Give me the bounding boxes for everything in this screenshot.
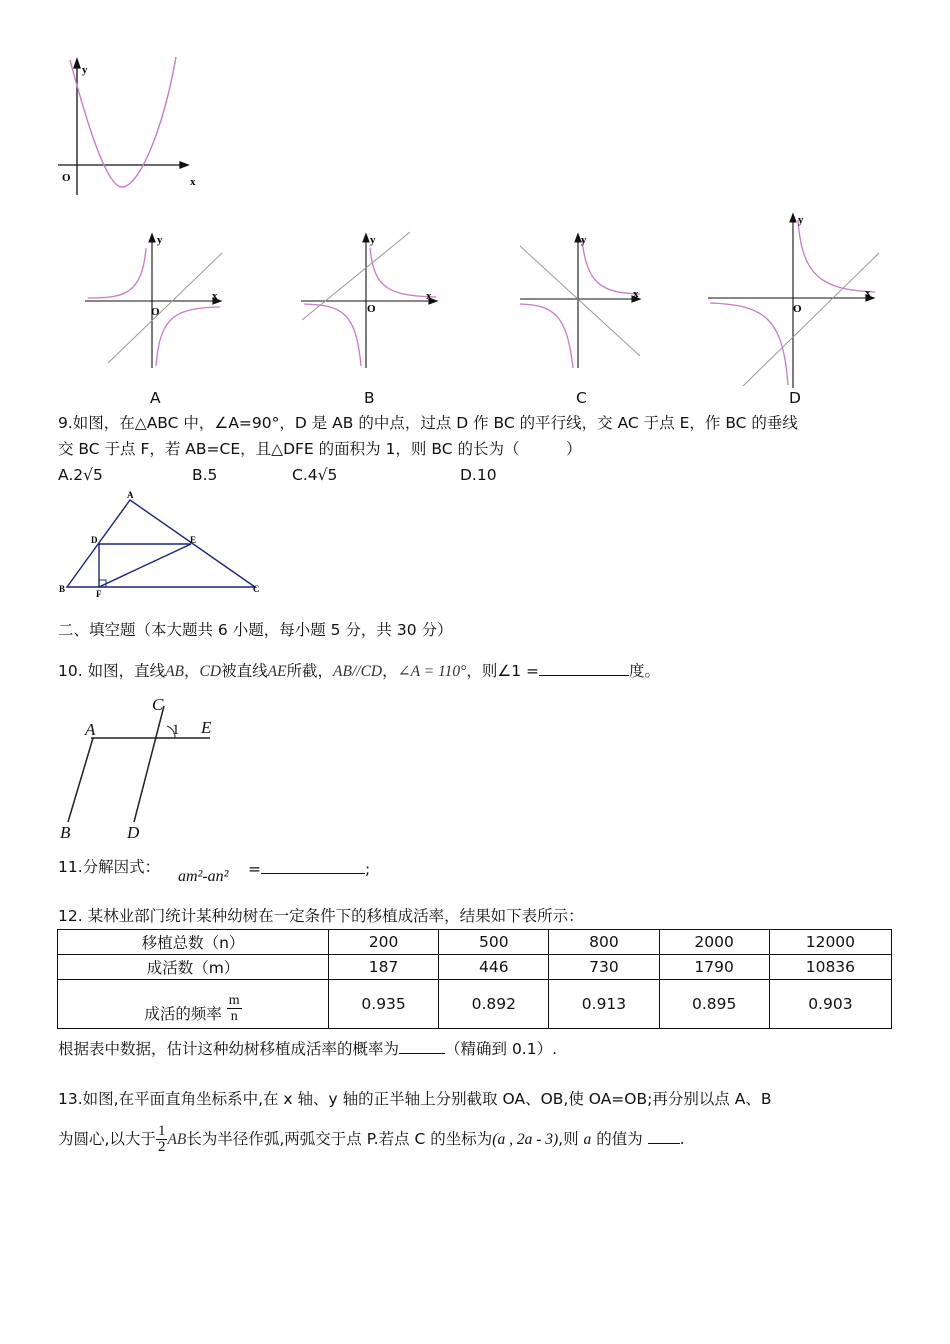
svg-text:F: F <box>96 589 102 599</box>
svg-text:y: y <box>581 234 587 246</box>
q13-answer-blank[interactable] <box>648 1127 680 1144</box>
svg-text:D: D <box>91 535 98 545</box>
q12-table <box>57 929 892 1029</box>
q10-parallel-lines-figure <box>55 690 230 845</box>
q9-triangle-figure <box>55 490 270 605</box>
q10-answer-blank[interactable] <box>539 659 629 676</box>
q11-expression: am²-an² <box>178 868 229 885</box>
q12-question: 根据表中数据，估计这种幼树移植成活率的概率为 （精确到 0.1）. <box>58 1037 557 1060</box>
svg-text:B: B <box>59 584 66 594</box>
q9-line-2: 交 BC 于点 F，若 AB=CE，且△DFE 的面积为 1，则 BC 的长为（ ） <box>58 440 582 458</box>
q12-answer-blank[interactable] <box>399 1037 445 1054</box>
svg-text:A: A <box>85 720 96 739</box>
q9-option-b: B.5 <box>192 466 218 484</box>
q12-intro: 12. 某林业部门统计某种幼树在一定条件下的移植成活率，结果如下表所示： <box>58 907 584 925</box>
origin-label: O <box>62 172 71 184</box>
option-graph-c <box>515 228 665 373</box>
svg-text:x: x <box>212 290 218 302</box>
svg-text:A: A <box>127 490 134 500</box>
svg-text:O: O <box>367 303 376 315</box>
q9-option-a: A.2√5 <box>58 466 103 484</box>
option-graph-b <box>298 228 448 373</box>
svg-text:y: y <box>370 234 376 246</box>
graph-label-a: A <box>150 389 161 407</box>
y-axis-label: y <box>82 64 88 76</box>
svg-text:x: x <box>865 287 871 299</box>
svg-text:O: O <box>151 306 160 318</box>
q13-line-1: 13.如图,在平面直角坐标系中,在 x 轴、y 轴的正半轴上分别截取 OA、OB,使 OA=OB;再分别以点 A、B <box>58 1090 772 1108</box>
graph-label-c: C <box>576 389 587 407</box>
table-row: 移植总数（n） 200 500 800 2000 12000 <box>58 930 892 955</box>
q11-answer-blank[interactable] <box>261 857 365 874</box>
q9-line-1: 9.如图，在△ABC 中，∠A=90°，D 是 AB 的中点，过点 D 作 BC 的平行线，交 AC 于点 E，作 BC 的垂线 <box>58 414 798 432</box>
x-axis-label: x <box>190 176 196 188</box>
parabola-graph <box>50 55 200 200</box>
svg-text:C: C <box>152 695 164 714</box>
q9-option-d: D.10 <box>460 466 497 484</box>
svg-text:x: x <box>633 288 639 300</box>
graph-label-d: D <box>789 389 801 407</box>
q9-option-c: C.4√5 <box>292 466 338 484</box>
q13-line-2: 为圆心,以大于 $\frac{1}{2}$ AB长为半径作弧,两弧交于点 P.若点 C 的坐标为(a , 2a - 3),则 a 的值为 . <box>58 1123 685 1155</box>
section-2-heading: 二、填空题（本大题共 6 小题，每小题 5 分，共 30 分） <box>58 621 453 639</box>
svg-text:B: B <box>60 823 71 842</box>
table-row: 成活的频率 $\frac{m}{n}$ 0.935 0.892 0.913 0.895 0.903 <box>58 980 892 1029</box>
svg-text:E: E <box>201 718 212 737</box>
svg-text:x: x <box>426 290 432 302</box>
svg-text:E: E <box>190 535 197 545</box>
svg-text:C: C <box>253 584 260 594</box>
q11-text: 11.分解因式： <box>58 858 161 876</box>
table-row: 成活数（m） 187 446 730 1790 10836 <box>58 955 892 980</box>
svg-text:y: y <box>157 234 163 246</box>
parabola-curve <box>70 57 176 187</box>
svg-text:O: O <box>793 303 802 315</box>
q10-text: 10. 如图，直线AB，CD被直线AE所截，AB//CD，∠A = 110°，则∠1 = 度。 <box>58 659 660 683</box>
option-graph-a <box>80 228 230 373</box>
svg-text:1: 1 <box>172 722 180 738</box>
option-graph-d <box>705 210 885 390</box>
graph-label-b: B <box>364 389 375 407</box>
svg-text:D: D <box>127 823 140 842</box>
svg-text:y: y <box>798 214 804 226</box>
